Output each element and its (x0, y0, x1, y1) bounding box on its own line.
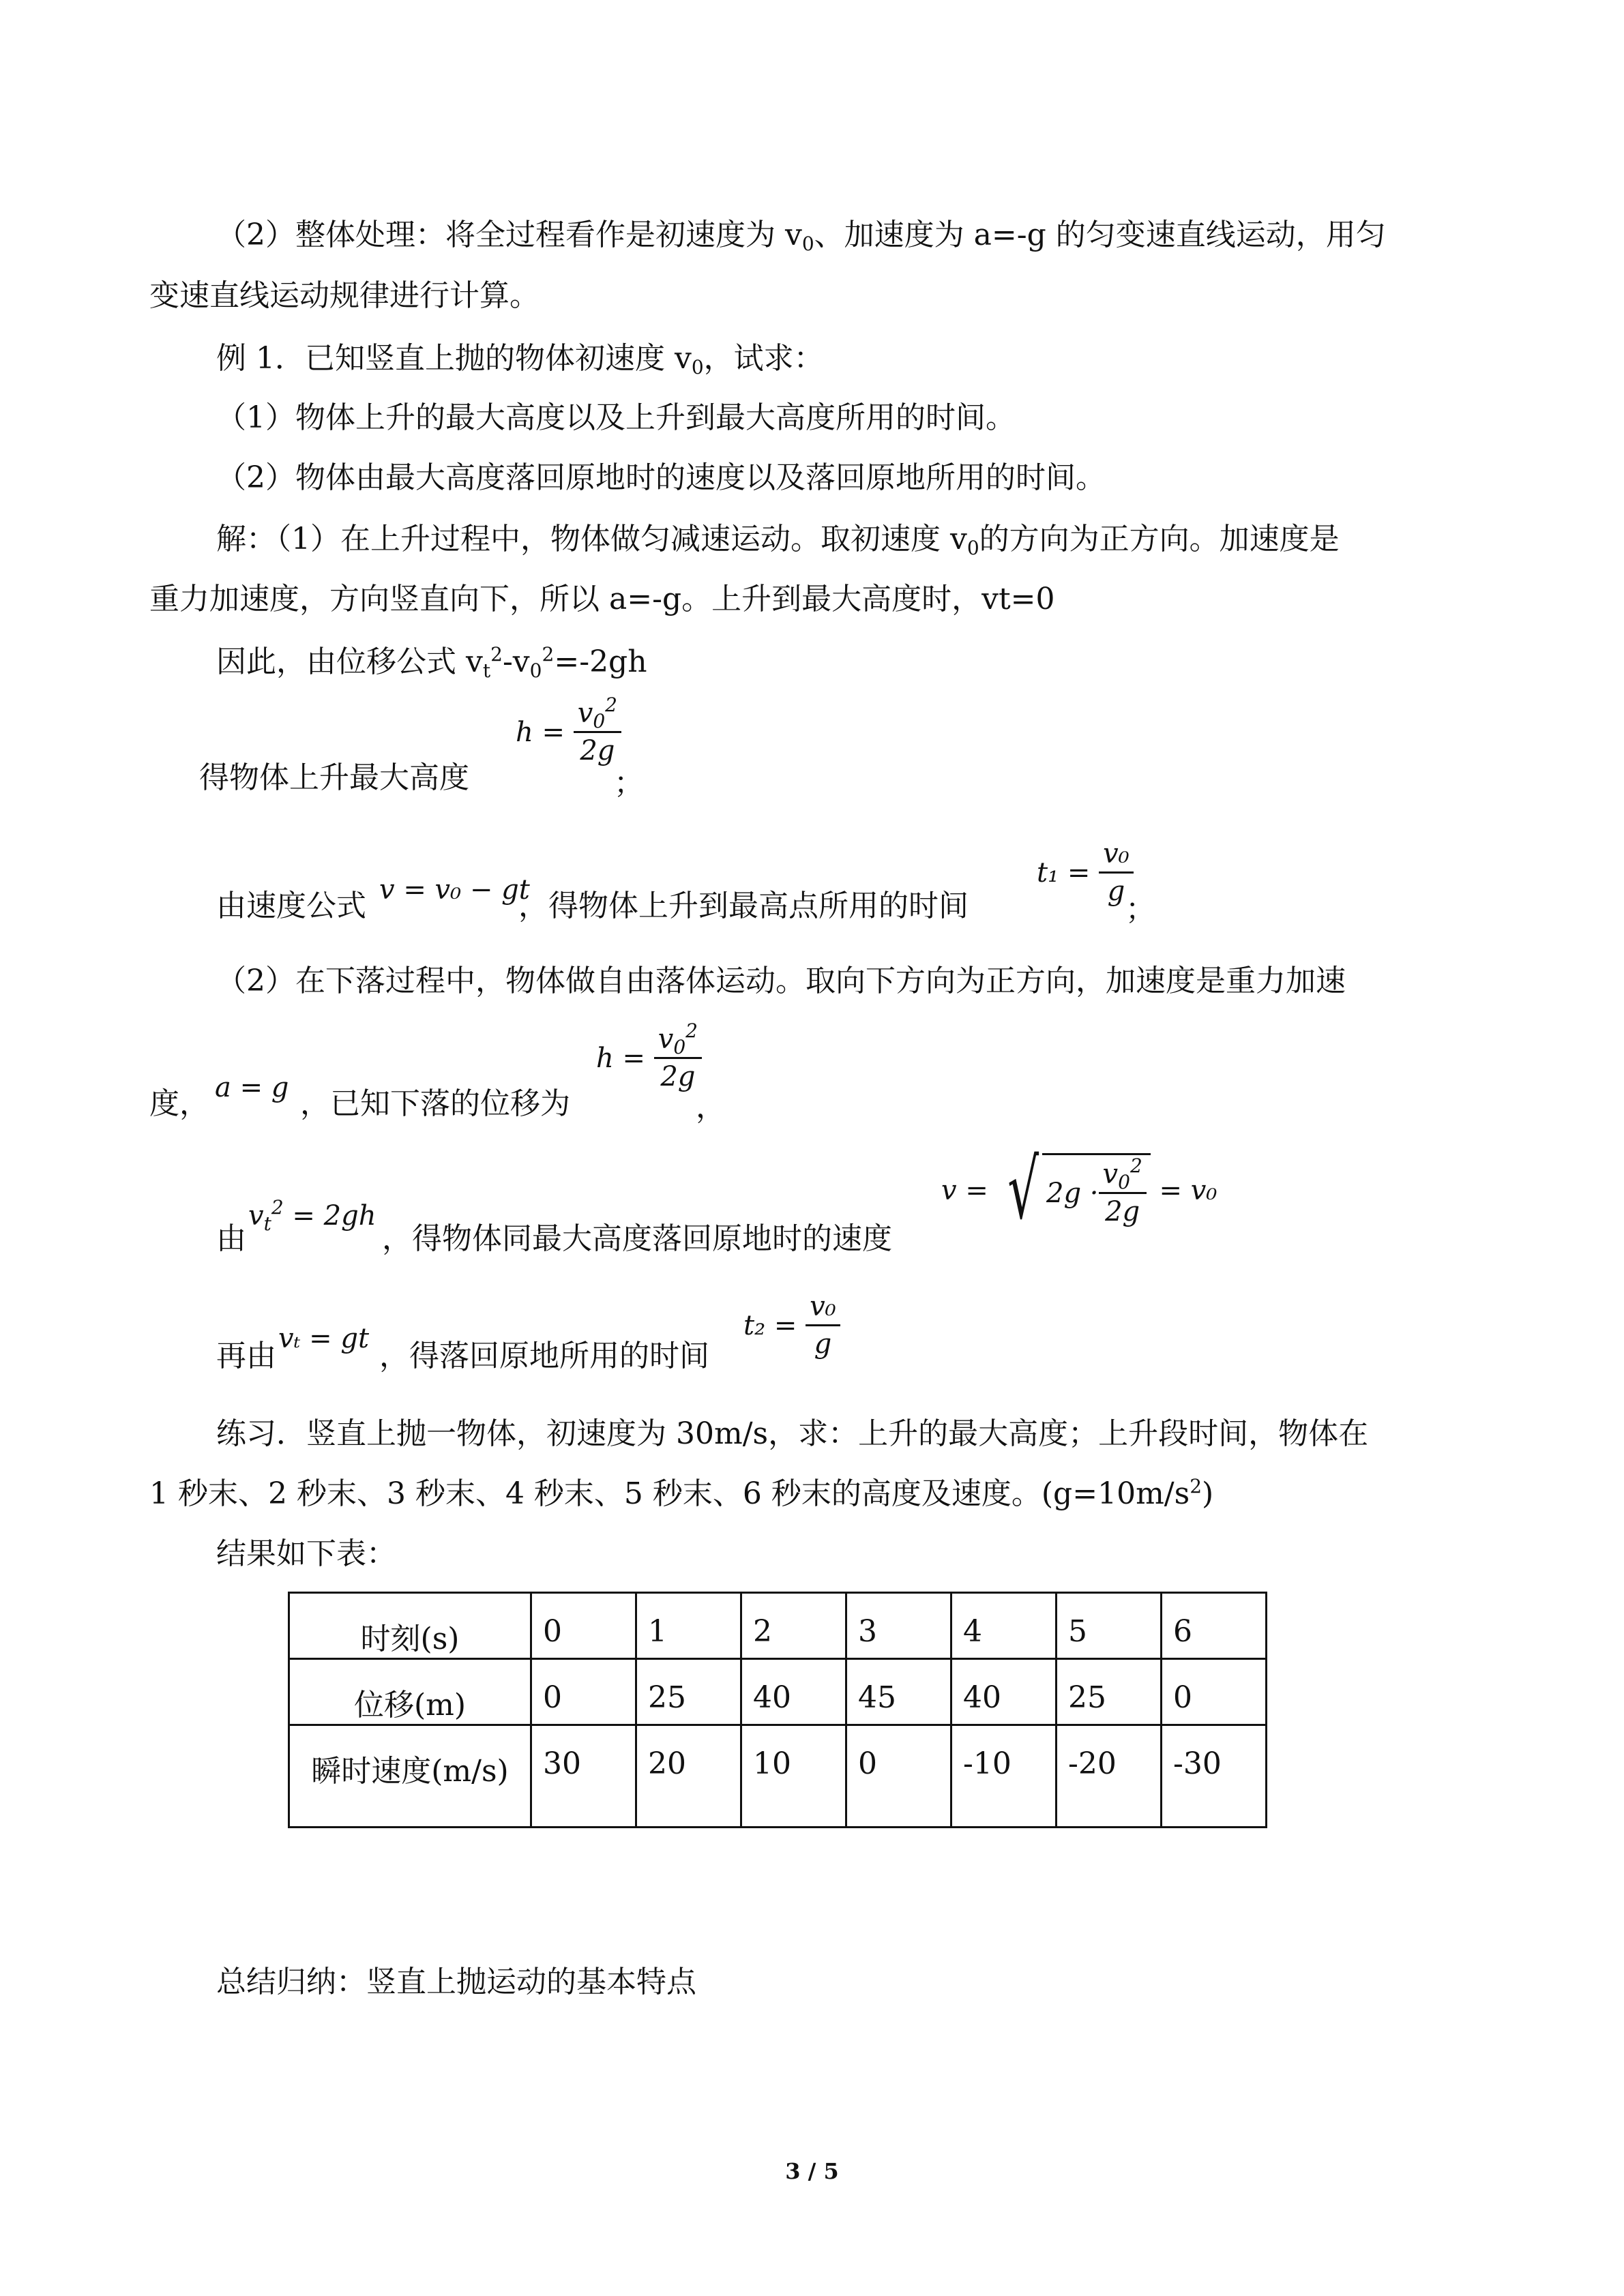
formula-v-v0-gt (379, 874, 530, 906)
summary-heading (216, 1963, 696, 2002)
subscript: t (263, 1212, 271, 1235)
radical-sign-icon: √ (1007, 1143, 1039, 1238)
table-cell: -20 (1057, 1725, 1162, 1828)
table-cell: 6 (1162, 1593, 1267, 1659)
text: （2）整体处理：将全过程看作是初速度为 v (216, 218, 802, 252)
row-header: 瞬时速度(m/s) (289, 1725, 531, 1828)
fraction (654, 1019, 702, 1093)
table-cell: 5 (1057, 1593, 1162, 1659)
table-cell: 25 (636, 1659, 741, 1725)
text: ) (1202, 1476, 1214, 1511)
factor: 2g · (1046, 1177, 1099, 1209)
table-cell: 4 (951, 1593, 1057, 1659)
text: ， (696, 1090, 726, 1124)
row-header: 位移(m) (289, 1659, 531, 1725)
denominator: g (1107, 876, 1125, 907)
text: 由 (216, 1221, 246, 1256)
formula-h-max (516, 694, 621, 767)
solution-line-1 (216, 520, 1340, 559)
formula-t1 (1037, 837, 1134, 908)
result-intro (216, 1534, 396, 1574)
text: 因此，由位移公式 v (216, 644, 483, 679)
solution-landing-time-text (379, 1337, 709, 1376)
numerator: v₀ (806, 1290, 840, 1326)
table-cell: 1 (636, 1593, 741, 1659)
table-cell: 40 (951, 1659, 1057, 1725)
practice-line-1 (216, 1414, 1368, 1454)
solution-line-3 (216, 642, 647, 682)
numerator (1099, 1154, 1147, 1194)
solution-landing-speed-prefix (216, 1219, 246, 1259)
text: 结果如下表： (216, 1536, 396, 1571)
solution-landing-time-prefix (216, 1337, 276, 1376)
formula-lhs: t₂ = (743, 1309, 797, 1341)
text: （2）在下落过程中，物体做自由落体运动。取向下方向为正方向，加速度是重力加速 (216, 964, 1346, 998)
numerator (574, 694, 621, 733)
denominator: 2g (580, 735, 615, 766)
table-cell: 3 (846, 1593, 951, 1659)
fraction (574, 694, 621, 767)
text: 变速直线运动规律进行计算。 (149, 278, 540, 313)
text: 总结归纳：竖直上抛运动的基本特点 (216, 1965, 696, 1999)
text: 例 1．已知竖直上抛的物体初速度 v (216, 341, 692, 376)
superscript: 2 (490, 643, 503, 666)
formula-a-g (215, 1072, 289, 1103)
text: 重力加速度，方向竖直向下，所以 a=-g。上升到最大高度时，vt=0 (149, 582, 1055, 616)
text: 得物体上升最大高度 (199, 760, 469, 795)
table-cell: 30 (531, 1725, 636, 1828)
table-cell: 0 (531, 1593, 636, 1659)
solution-descent-line-2 (149, 1084, 209, 1124)
subscript: t (482, 659, 491, 682)
row-header: 时刻(s) (289, 1593, 531, 1659)
text: （2）物体由最大高度落回原地时的速度以及落回原地所用的时间。 (216, 460, 1106, 495)
formula-t2 (743, 1290, 840, 1360)
formula-lhs: t₁ = (1037, 856, 1091, 889)
numerator: v₀ (1099, 837, 1134, 874)
text: -v (502, 644, 530, 679)
paragraph-overall-method (216, 215, 1386, 255)
solution-descent-text (300, 1084, 570, 1124)
formula-rhs: = 2gh (292, 1200, 377, 1232)
radicand (1042, 1153, 1151, 1228)
superscript: 2 (542, 643, 555, 666)
text: （1）物体上升的最大高度以及上升到最大高度所用的时间。 (216, 400, 1016, 435)
superscript: 2 (1130, 1154, 1142, 1177)
text: 的方向为正方向。加速度是 (979, 522, 1340, 556)
table-cell: 40 (741, 1659, 846, 1725)
practice-line-2 (149, 1474, 1213, 1514)
formula-lhs: v = (941, 1175, 988, 1206)
text: ，试求： (703, 341, 824, 376)
formula-h-descent (596, 1019, 702, 1093)
table-body (289, 1593, 1267, 1828)
semicolon (1125, 890, 1155, 929)
example-1-heading (216, 339, 824, 378)
text: 再由 (216, 1339, 276, 1373)
superscript: 2 (605, 694, 617, 716)
square-root (997, 1143, 1151, 1238)
table-cell: 0 (531, 1659, 636, 1725)
table-cell: 10 (741, 1725, 846, 1828)
fraction (806, 1290, 840, 1360)
formula: a = g (215, 1072, 289, 1103)
results-table (288, 1592, 1267, 1828)
formula-lhs: h = (516, 716, 565, 748)
fraction (1099, 1154, 1147, 1228)
formula-vt-gt (278, 1323, 369, 1354)
denominator: 2g (660, 1061, 696, 1092)
subscript: 0 (1118, 1171, 1130, 1193)
text: 由速度公式 (216, 889, 366, 923)
subscript: 0 (529, 659, 542, 682)
v: v (577, 698, 593, 729)
text: ，得落回原地所用的时间 (379, 1339, 709, 1373)
superscript: 2 (1190, 1475, 1202, 1497)
subscript: 0 (691, 356, 704, 378)
text: =-2gh (554, 644, 647, 679)
v: v (658, 1024, 674, 1055)
solution-max-height-text (199, 758, 469, 798)
comma (696, 1088, 726, 1127)
formula: vₜ = gt (278, 1323, 370, 1354)
formula-rhs: = v₀ (1159, 1175, 1217, 1206)
subscript: 0 (593, 710, 606, 732)
table-cell: 2 (741, 1593, 846, 1659)
text: 1 秒末、2 秒末、3 秒末、4 秒末、5 秒末、6 秒末的高度及速度。(g=10m/s (149, 1476, 1190, 1511)
text: 、加速度为 a=-g 的匀变速直线运动，用匀 (814, 218, 1386, 252)
solution-landing-speed-text (382, 1219, 892, 1259)
table-cell: 45 (846, 1659, 951, 1725)
denominator: g (814, 1328, 832, 1360)
superscript: 2 (685, 1019, 698, 1042)
subscript: 0 (801, 233, 814, 255)
solution-line-2 (149, 580, 1055, 619)
table-cell: 20 (636, 1725, 741, 1828)
solution-velocity-text (216, 886, 366, 926)
text: ； (614, 766, 644, 801)
text: ，已知下落的位移为 (300, 1086, 570, 1121)
paragraph-overall-method-cont (149, 276, 540, 316)
solution-velocity-text-2 (518, 886, 969, 926)
table-row (289, 1593, 1267, 1659)
table-row (289, 1659, 1267, 1725)
formula-vt2-2gh (248, 1196, 377, 1235)
question-1 (216, 398, 1016, 438)
solution-descent-line-1 (216, 961, 1346, 1001)
numerator (654, 1019, 702, 1059)
denominator: 2g (1105, 1196, 1140, 1227)
v: v (1102, 1159, 1119, 1190)
table-cell: -30 (1162, 1725, 1267, 1828)
text: ，得物体上升到最高点所用的时间 (518, 889, 969, 923)
text: ； (1125, 892, 1155, 927)
subscript: 0 (673, 1036, 686, 1058)
v: v (248, 1200, 264, 1232)
table-cell: -10 (951, 1725, 1057, 1828)
formula-lhs: h = (596, 1042, 645, 1074)
subscript: 0 (966, 537, 979, 559)
table-cell: 25 (1057, 1659, 1162, 1725)
page-number: 3 / 5 (785, 2158, 839, 2184)
semicolon (614, 764, 644, 803)
question-2 (216, 458, 1106, 498)
table-cell: 0 (846, 1725, 951, 1828)
table-row (289, 1725, 1267, 1828)
table-cell: 0 (1162, 1659, 1267, 1725)
formula: v = v₀ − gt (379, 874, 530, 906)
text: 练习．竖直上抛一物体，初速度为 30m/s，求：上升的最大高度；上升段时间，物体在 (216, 1416, 1369, 1451)
text: ，得物体同最大高度落回原地时的速度 (382, 1221, 892, 1256)
text: 度， (149, 1086, 209, 1121)
text: 解：（1）在上升过程中，物体做匀减速运动。取初速度 v (216, 522, 967, 556)
formula-v-sqrt (941, 1143, 1217, 1238)
superscript: 2 (271, 1196, 284, 1219)
